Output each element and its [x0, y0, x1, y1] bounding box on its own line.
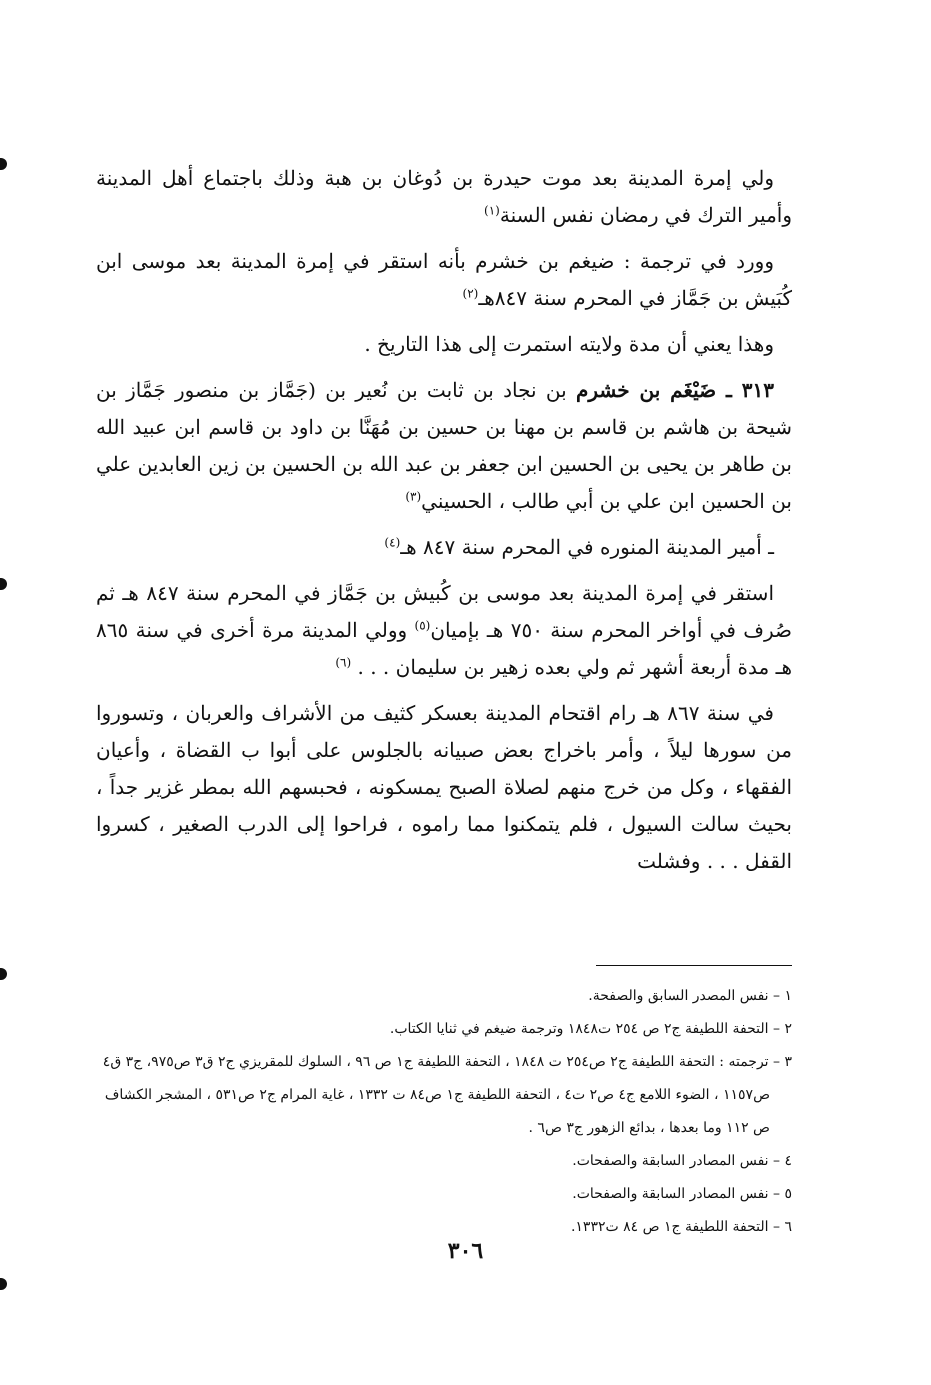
entry-313: ٣١٣ ـ ضَيْغَم بن خشرم بن نجاد بن ثابت بن نُعير بن (جَمَّاز بن منصور جَمَّاز بن شيحة بن هاشم بن قاسم بن مهنا بن حسين بن مُهَنَّا بن داود بن قاسم ابن عبيد الله بن طاهر بن يحيى بن الحسين ابن جعفر بن عبد الله بن الحسين بن زين العابدين علي بن الحسين ابن علي بن أبي طالب ، الحسيني$^{(٣)}$ [96, 378, 792, 513]
paragraph-5: ـ أمير المدينة المنوره في المحرم سنة ٨٤٧ هـ$^{(٤)}$ [384, 535, 774, 559]
footnote-5: ٥ – نفس المصادر السابقة والصفحات. [572, 1186, 792, 1202]
footnote-1: ١ – نفس المصدر السابق والصفحة. [588, 988, 792, 1004]
entry-heading: ٣١٣ ـ ضَيْغَم بن خشرم [575, 378, 774, 402]
paragraph-6: استقر في إمرة المدينة بعد موسى بن كُبيش بن جَمَّاز في المحرم سنة ٨٤٧ هـ ثم صُرف في أواخر المحرم سنة ٧٥٠ هـ بإميان$^{(٥)}$ وولي المدينة مرة أخرى في سنة ٨٦٥ هـ مدة أربعة أشهر ثم ولي بعده زهير بن سليمان . . . $^{(٦)}$ [96, 581, 793, 679]
main-text [96, 160, 792, 889]
page-number: ٣٠٦ [447, 1238, 484, 1264]
footnote-separator [596, 965, 792, 966]
scan-margin-mark [0, 968, 7, 980]
scan-margin-mark [0, 1278, 7, 1290]
footnote-ref: (٥) [414, 618, 431, 633]
footnote-3: ٣ – ترجمته : التحفة اللطيفة ج٢ ص٢٥٤ ت ١٨٤٨ ، التحفة اللطيفة ج١ ص ٩٦ ، السلوك للمقريزي ج٢ ق٣ ص٩٧٥، ج٣ ق٤ ص١١٥٧ ، الضوء اللامع ج٤ ص٢ ت٤ ، التحفة اللطيفة ج١ ص٨٤ ت ١٣٣٢ ، غاية المرام ج٢ ص٥٣١ ، المشجر الكشاف ص ١١٢ وما بعدها ، بدائع الزهور ج٣ ص٦ . [102, 1054, 792, 1136]
footnotes [96, 980, 792, 1244]
paragraph-7: في سنة ٨٦٧ هـ رام اقتحام المدينة بعسكر كثيف من الأشراف والعربان ، وتسوروا من سورها ليلاً ، وأمر باخراج بعض صبيانه بالجلوس على أبوا ب القضاة ، وأعيان الفقهاء ، وكل من خرج منهم لصلاة الصبح يمسكونه ، فحبسهم الله بمطر غزير جداً ، بحيث سالت السيول ، فلم يتمكنوا مما راموه ، فراحوا إلى الدرب الصغير ، كسروا القفل . . . وفشلت [96, 701, 793, 873]
footnote-2: ٢ – التحفة اللطيفة ج٢ ص ٢٥٤ ت١٨٤٨ وترجمة ضيغم في ثنايا الكتاب. [389, 1021, 792, 1037]
footnote-6: ٦ – التحفة اللطيفة ج١ ص ٨٤ ت١٣٣٢. [570, 1219, 792, 1235]
footnote-4: ٤ – نفس المصادر السابقة والصفحات. [572, 1153, 792, 1169]
footnote-ref: (٣) [405, 489, 422, 504]
footnote-ref: (٦) [335, 655, 352, 670]
paragraph-3: وهذا يعني أن مدة ولايته استمرت إلى هذا التاريخ . [364, 332, 774, 356]
paragraph-2: وورد في ترجمة : ضيغم بن خشرم بأنه استقر في إمرة المدينة بعد موسى ابن كُبَيش بن جَمَّاز في المحرم سنة ٨٤٧هـ$^{(٢)}$ [96, 249, 792, 310]
scan-margin-mark [0, 578, 7, 590]
paragraph-1: ولي إمرة المدينة بعد موت حيدرة بن دُوغان بن هبة وذلك باجتماع أهل المدينة وأمير الترك في رمضان نفس السنة$^{(١)}$ [96, 166, 792, 227]
footnote-ref: (٢) [462, 286, 479, 301]
footnote-ref: (٤) [384, 535, 401, 550]
footnote-ref: (١) [484, 203, 500, 218]
scan-margin-mark [0, 158, 7, 170]
